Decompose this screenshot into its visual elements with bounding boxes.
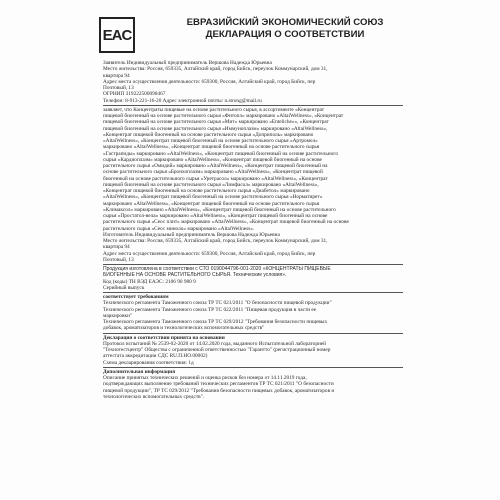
eac-logo (99, 17, 135, 53)
text-line: Адрес места осуществления деятельности: 659300, Россия, Алтайский край, город Бийск, пер (103, 78, 316, 85)
text-line: маркировано «AltaiWellness», «Концентрат пищевой биогенный на основе растительного сырья (103, 200, 320, 207)
text-line: технологических вспомогательных средств". (103, 393, 205, 400)
text-line: Адрес места осуществления деятельности: 659300, Россия, Алтайский край, город Бийск, пер (103, 250, 316, 257)
text-line: Протокол испытаний № 2539-02-2020 от 14.02.2020 года, выданного Испытательной лабораторией (103, 340, 326, 347)
text-line: пищевой биогенный на основе растительного сырья «Лимфасол» маркировано «AltaiWellness», (103, 181, 319, 188)
section-divider (103, 292, 403, 293)
text-line: Схема декларирования соответствия: 1д (103, 359, 194, 366)
text-line: Дополнительная информация (103, 368, 176, 375)
section-divider (103, 105, 403, 106)
text-line: Почтовый, 13 (103, 85, 134, 91)
text-line: пищевой биогенный на основе растительного сырья «Мит» маркировано «Enteliche»», «Концентрат (103, 119, 329, 126)
text-line: «AltaiWellness», «Концентрат пищевой биогенный на основе растительного сырья «Норматирет» (103, 194, 323, 201)
text-line: Серийный выпуск (103, 284, 145, 291)
section-divider (103, 264, 403, 265)
text-line: Декларация о соответствии принята на основании (103, 334, 225, 341)
text-line: маркировки" (103, 312, 133, 319)
text-line: ОГРНИП 319222500090467 (103, 91, 166, 98)
text-line: пищевой биогенный на основе растительного сырья «Иммуноплазм» маркировано «AltaiWellness», (103, 125, 328, 132)
text-line: Код (коды) ТН ВЭД ЕАЭС: 2106 90 980 9 (103, 278, 196, 285)
declaration-body (103, 60, 403, 400)
eac-logo-text: EAC (102, 26, 132, 44)
text-line: квартира 94 (103, 72, 130, 79)
text-line: подтверждающих выполнение требований технических регламентов ТР ТС 021/2011 "О безопасности (103, 381, 334, 388)
text-line: Место жительства: Россия, 659335, Алтайский край, город Бийск, переулок Коммунарский, дом 31, (103, 66, 328, 73)
text-line: пищевой продукции", ТР ТС 029/2012 "Требования безопасности пищевых добавок, ароматизаторов и (103, 387, 335, 394)
text-line: Технического регламента Таможенного союза ТР ТС 021/2011 "О безопасности пищевой продукции" (103, 300, 332, 307)
text-line: "Технотестцентр" Общества с ограниченной ответственностью "Гарантто" (регистрационный номер (103, 347, 331, 353)
text-line: «Концентрат пищевой биогенный на основе растительного сырья «Доприполь» маркировано (103, 131, 314, 138)
text-line: Заявитель Индивидуальный предприниматель Вершова Надежда Юрьевна (103, 60, 272, 66)
text-line: Технического регламента Таможенного союза ТР ТС 029/2012 "Требования безопасности пищевых (103, 319, 328, 325)
text-line: Место жительства: Россия, 659335, Алтайский край, город Бийск, переулок Коммунарский, дом 31, (103, 238, 328, 244)
document-title (150, 17, 420, 41)
text-line: заявляет, что Концентраты пищевые на основе растительного сырья, в ассортименте «Концентрат (103, 106, 325, 113)
text-line: «Концентрат пищевой биогенный на основе растительного сырья «Диабетол» маркировано (103, 188, 310, 194)
text-line: пищевой биогенный на основе растительного сырья «Фитопл» маркировано «AltaiWellness», «Концентрат (103, 113, 344, 119)
text-line: основе растительного сырья «Бронхоплазм» маркировано «AltaiWellness», «Концентрат пищевой (103, 169, 323, 176)
text-line: биогенный на основе растительного сырья «Уретрасол» маркировано «AltaiWellness», «Концентрат (103, 175, 328, 182)
title-declaration: ДЕКЛАРАЦИЯ О СООТВЕТСТВИИ (205, 29, 365, 40)
text-line: растительного сырья «Омидий» маркировано «AltaiWellness», «Концентрат пищевой биогенный на (103, 163, 328, 169)
text-line: «Гастрапиды» маркировано «AltaiWellness», «Концентрат пищевой биогенный на основе растительного (103, 150, 338, 157)
text-line: Технического регламента Таможенного союза ТР ТС 022/2011 "Пищевая продукция в части ее (103, 306, 317, 313)
text-line: сырья «Простатол-вела» маркировано «AltaiWellness», «Концентрат пищевой биогенный на основе (103, 213, 328, 219)
text-line: Изготовитель Индивидуальный предприниматель Вершова Надежда Юрьевна (103, 231, 280, 238)
text-line: добавок, ароматизаторов и технологических вспомогательных средств" (103, 325, 265, 332)
text-line: Продукция изготовлена в соответствии с СТО 0190044796-001-2020 «КОНЦЕНТРАТЫ ПИЩЕВЫЕ (103, 266, 331, 272)
text-line: Телефон: 8-913-221-16-20 Адрес электронной почты: n.strong@mail.ru (103, 97, 262, 104)
section-divider (103, 333, 403, 334)
text-line: аттестата аккредитации СДС RU.П.НО.00002) (103, 353, 208, 360)
text-line: растительного сырья «Сеос миноло» маркировано «AltaiWellness». (103, 225, 255, 232)
text-line: «AltaiWellness», «Концентрат пищевой биогенный на основе растительного сырья «Артромол» (103, 138, 318, 144)
text-line: квартира 94 (103, 244, 130, 251)
text-line: «Климаксол» маркировано «AltaiWellness», «Концентрат пищевой биогенный на основе растительного (103, 206, 336, 213)
text-line: соответствует требованиям (103, 294, 169, 300)
text-line: маркировано «AltaiWellness», «Концентрат пищевой биогенный на основе растительного сырья (103, 144, 320, 151)
text-line: БИОГЕННЫЕ НА ОСНОВЕ РАСТИТЕЛЬНОГО СЫРЬЯ. Технические условия». (103, 272, 287, 279)
text-line: Почтовый, 13 (103, 256, 134, 263)
text-line: сырья «Кардиоплазм» маркировано «AltaiWellness», «Концентрат пищевой биогенный на основе (103, 156, 322, 163)
text-line: Описание принятых технических решений и оценка рисков без номера от 14.11.2019 года, (103, 375, 307, 381)
section-divider (103, 367, 403, 368)
title-union: ЕВРАЗИЙСКИЙ ЭКОНОМИЧЕСКИЙ СОЮЗ (186, 17, 384, 28)
text-line: растительного сырья «Сеос плит» маркировано «AltaiWellness», «Концентрат пищевой биогенный на основе (103, 219, 349, 226)
